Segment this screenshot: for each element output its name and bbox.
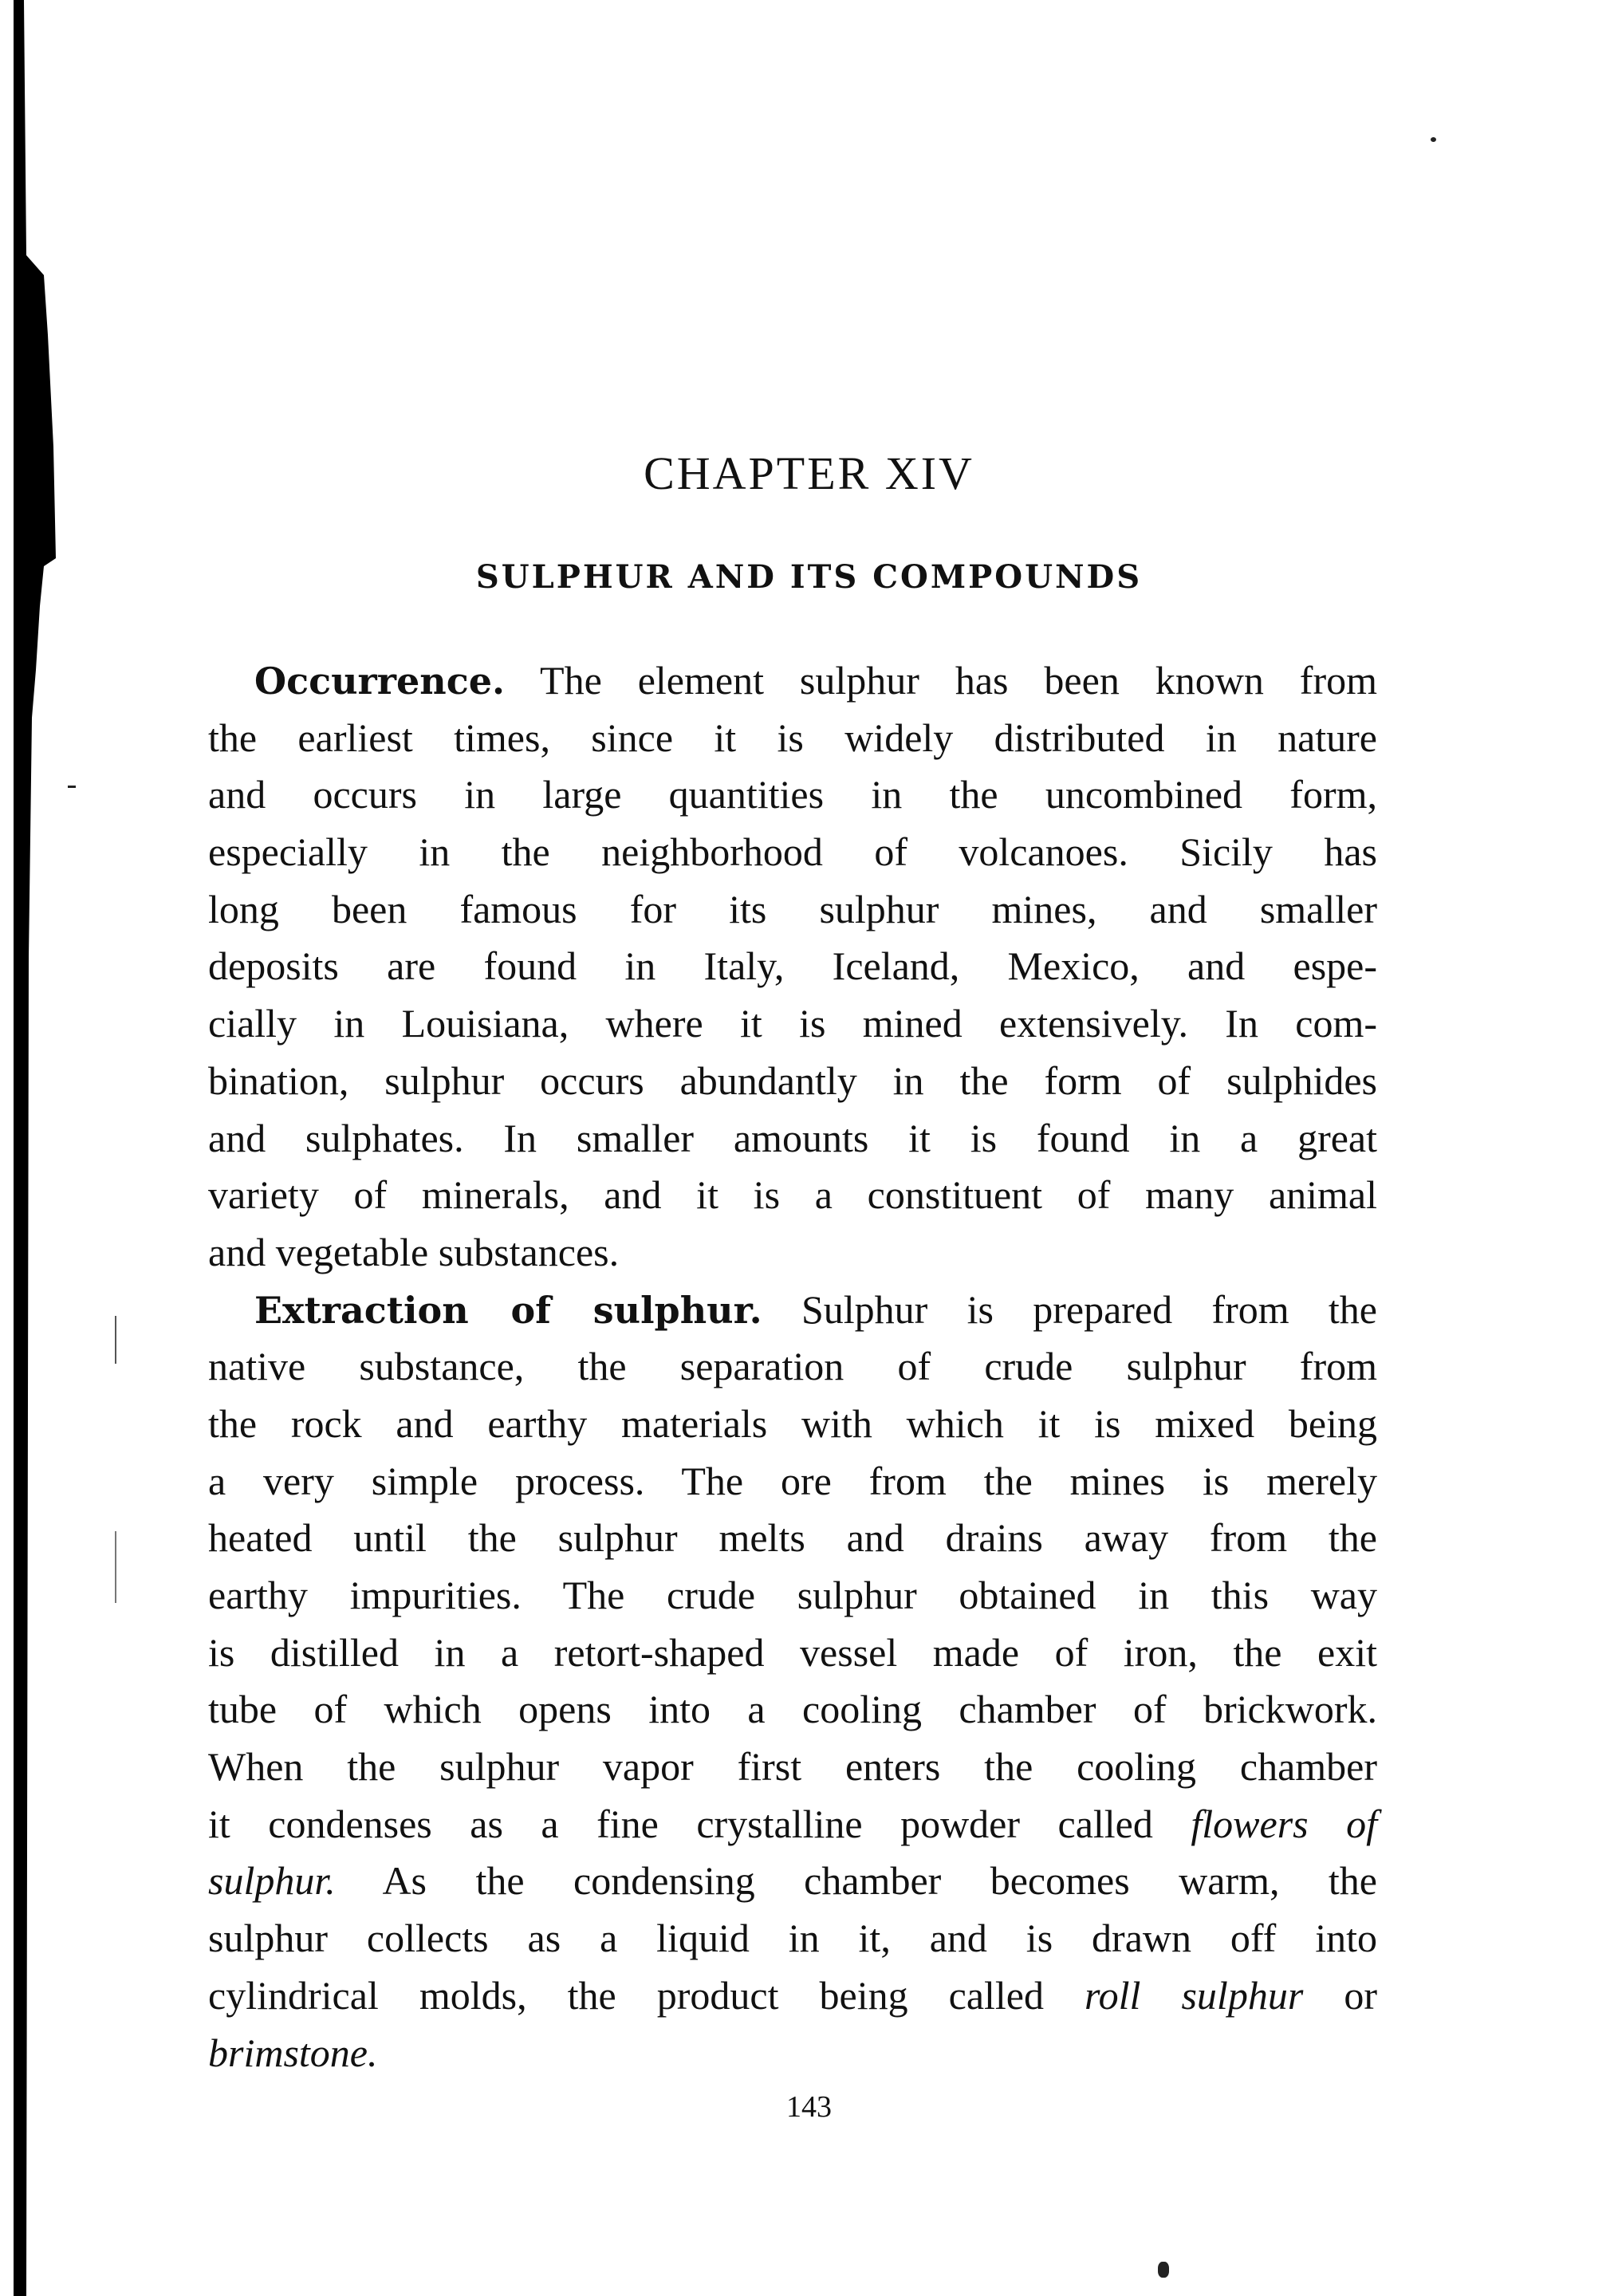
run-in-heading: Occurrence. [254, 660, 506, 703]
text-line [208, 1338, 1377, 1396]
scan-speck [115, 1316, 116, 1364]
chapter-subtitle: SULPHUR AND ITS COMPOUNDS [475, 558, 1143, 596]
text-line [208, 1053, 1377, 1110]
text-run: When the sulphur vapor first enters the cooling chamber [208, 1744, 1377, 1790]
italic-term: brimstone. [208, 2030, 378, 2075]
text-run: the earliest times, since it is widely distributed in nature [208, 715, 1377, 760]
scan-speck [68, 786, 76, 788]
text-line [208, 824, 1377, 881]
chapter-heading: CHAPTER XIV [644, 447, 974, 499]
run-in-heading: Extraction of sulphur. [254, 1288, 762, 1332]
text-line [208, 1625, 1377, 1682]
italic-term: sulphur. [208, 1858, 336, 1904]
text-line [208, 1224, 1377, 1282]
text-line [208, 766, 1377, 824]
text-run: tube of which opens into a cooling chamber of brickwork. [208, 1687, 1377, 1732]
text-line [208, 995, 1377, 1053]
text-line [208, 1567, 1377, 1625]
text-line [208, 1853, 1377, 1910]
scan-speck [1431, 137, 1436, 142]
text-run: cially in Louisiana, where it is mined extensively. In com- [208, 1001, 1377, 1046]
text-run: and occurs in large quantities in the uncombined form, [208, 772, 1377, 817]
text-run: earthy impurities. The crude sulphur obtained in this way [208, 1573, 1377, 1617]
text-run: is distilled in a retort-shaped vessel made of iron, the exit [208, 1629, 1377, 1675]
text-run: a very simple process. The ore from the mines is merely [208, 1458, 1377, 1503]
italic-term: roll sulphur [1085, 1972, 1304, 2018]
text-line [208, 652, 1377, 710]
text-line [208, 1796, 1377, 1853]
text-line [208, 1167, 1377, 1224]
text-line [208, 1510, 1377, 1567]
text-line [208, 1282, 1377, 1339]
text-run: The element sulphur has been known from [505, 658, 1377, 703]
text-line [208, 1681, 1377, 1739]
text-run: variety of minerals, and it is a constituent of many animal [208, 1172, 1377, 1218]
text-line [208, 1967, 1377, 2025]
text-run: the rock and earthy materials with which it is mixed being [208, 1400, 1377, 1446]
scan-page-edge-shadow [0, 0, 96, 2296]
text-run: especially in the neighborhood of volcanoes. Sicily has [208, 829, 1377, 875]
text-run: As the condensing chamber becomes warm, the [335, 1858, 1377, 1904]
text-line [208, 938, 1377, 995]
text-run: bination, sulphur occurs abundantly in the form of sulphides [208, 1057, 1377, 1103]
text-run: or [1303, 1972, 1377, 2018]
text-line [208, 2025, 1377, 2082]
text-run: deposits are found in Italy, Iceland, Mexico, and espe- [208, 943, 1377, 989]
page-number: 143 [786, 2090, 832, 2124]
scan-speck [1158, 2262, 1169, 2278]
text-line [208, 881, 1377, 939]
text-run: long been famous for its sulphur mines, and smaller [208, 886, 1377, 931]
text-run: and sulphates. In smaller amounts it is found in a great [208, 1115, 1377, 1160]
text-line [208, 1110, 1377, 1168]
italic-term: flowers of [1191, 1801, 1378, 1846]
scan-speck [115, 1531, 116, 1603]
text-line [208, 710, 1377, 767]
text-run: cylindrical molds, the product being called [208, 1972, 1085, 2018]
text-line [208, 1453, 1377, 1510]
body-text [208, 652, 1377, 2081]
text-run: heated until the sulphur melts and drains away from the [208, 1515, 1377, 1561]
text-run: native substance, the separation of crude sulphur from [208, 1344, 1377, 1389]
text-run: Sulphur is prepared from the [762, 1286, 1378, 1332]
text-line [208, 1739, 1377, 1796]
text-run: and vegetable substances. [208, 1229, 620, 1274]
text-line [208, 1396, 1377, 1453]
text-run: sulphur collects as a liquid in it, and is drawn off into [208, 1916, 1377, 1961]
text-line [208, 1910, 1377, 1967]
text-run: it condenses as a fine crystalline powder called [208, 1801, 1191, 1846]
